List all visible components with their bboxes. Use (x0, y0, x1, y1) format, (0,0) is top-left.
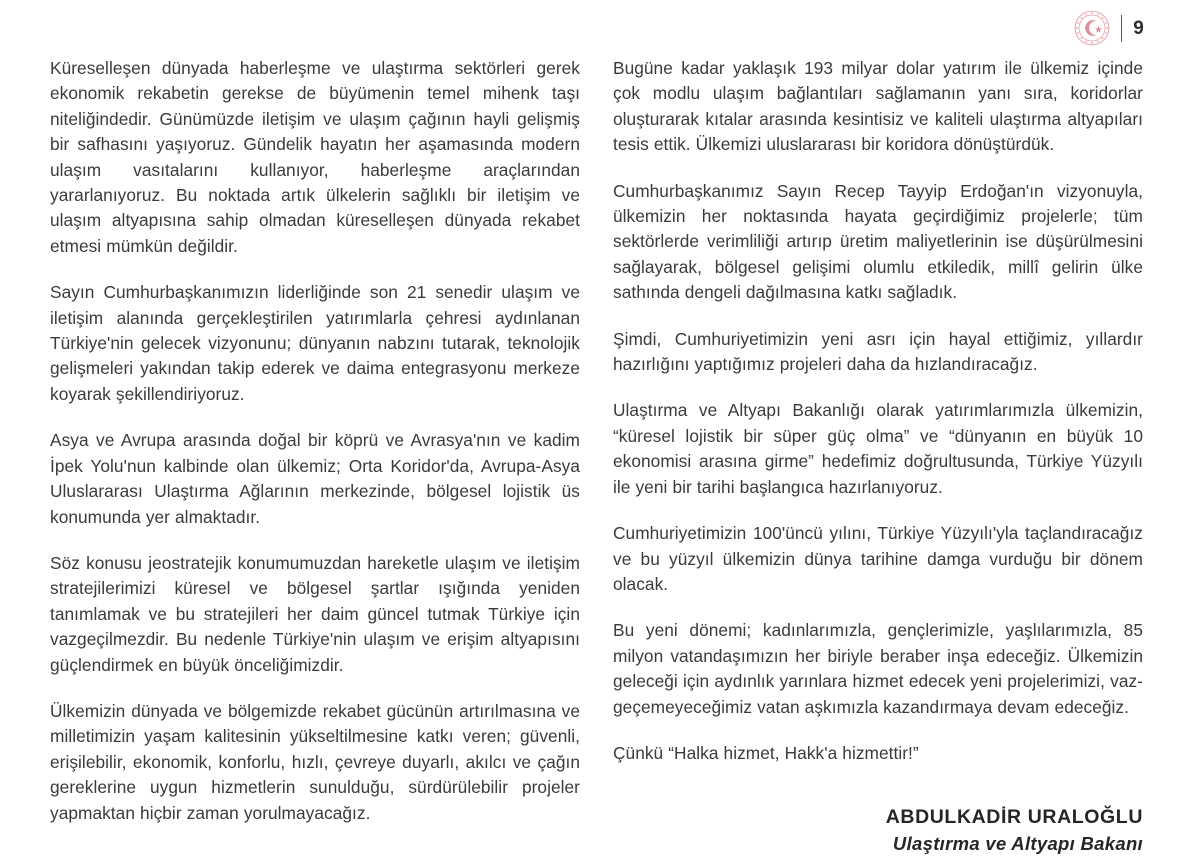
paragraph: Asya ve Avrupa arasında doğal bir köprü ve Avrasya'nın ve kadim İpek Yolu'nun kalbinde olan ülkemiz; Orta Koridor'da, Avrupa-Asya Uluslararası Ulaştırma Ağlarının merkezinde, bölgesel lojistik üs konumunda yer almaktadır. (50, 430, 580, 527)
signature-name: ABDULKADİR URALOĞLU (885, 806, 1143, 829)
right-column (613, 56, 1143, 855)
turkiye-ministry-emblem-icon (1074, 10, 1110, 46)
paragraph: Söz konusu jeostratejik konumumuzdan hareketle ulaşım ve iletişim stratejilerimizi küresel ve bölgesel şartlar ışığında yeniden tanımlamak ve bu stratejileri her daim güncel tutmak Türkiye için vazgeçilmezdir. Bu nedenle Türkiye'nin ulaşım ve erişim altyapısını güçlendirmek en büyük önceliğimizdir. (50, 552, 580, 675)
signature-block (613, 804, 1143, 857)
closing-quote: Çünkü “Halka hizmet, Hakk'a hizmettir!” (613, 742, 919, 763)
paragraph: Cumhurbaşkanımız Sayın Recep Tayyip Erdoğan'ın vizyonuyla, ülkemizin her noktasında hayata geçirdiğimiz projelerle; tüm sektörlerde verimliliği artırıp üretim maliyetlerinin ise düşürülmesini sağlayarak, bölgesel gelişimi olumlu etkiledik, millî gelirin ülke sathında dengeli dağılmasına katkı sağladık. (613, 180, 1143, 303)
page-header (1074, 8, 1144, 48)
paragraph: Küreselleşen dünyada haberleşme ve ulaştırma sektörleri gerek ekonomik rekabetin gerekse de büyümenin temel mihenk taşı niteliğindedir. Günümüzde iletişim ve ulaşım çağının hayli gelişmiş bir safhasını yaşıyoruz. Gündelik hayatın her aşamasında modern ulaşım vasıtalarını kullanıyor, haberleşme araçlarından yararlanıyoruz. Bu noktada artık ülkelerin sağlıklı bir iletişim ve ulaşım altyapısına sahip olmadan küreselleşen dünyada rekabet etmesi mümkün değildir. (50, 58, 580, 256)
paragraph: Bu yeni dönemi; kadınlarımızla, gençlerimizle, yaşlılarımızla, 85 milyon vatandaşımızın her biriyle beraber inşa edeceğiz. Ülkemizin geleceği için aydınlık yarınlara hizmet edecek yeni projelerimizi, vaz-geçemeyeceğimiz vatan aşkımızla kazandırmaya devam edeceğiz. (613, 620, 1143, 717)
paragraph: Bugüne kadar yaklaşık 193 milyar dolar yatırım ile ülkemiz içinde çok modlu ulaşım bağlantıları sağlamanın yanı sıra, koridorlar oluşturarak kıtalar arasında kesintisiz ve kaliteli ulaştırma altyapıları tesis ettik. Ülkemizi uluslararası bir koridora dönüştürdük. (613, 58, 1143, 155)
left-column (50, 56, 580, 823)
paragraph: Ulaştırma ve Altyapı Bakanlığı olarak yatırımlarımızla ülkemizin, “küresel lojistik bir süper güç olma” ve “dünyanın en büyük 10 ekonomisi arasına girme” hedefimiz doğrultusunda, Türkiye Yüzyılı ile yeni bir tarihi başlangıca hazırlanıyoruz. (613, 400, 1143, 497)
paragraph: Şimdi, Cumhuriyetimizin yeni asrı için hayal ettiğimiz, yıllardır hazırlığını yaptığımız projeleri daha da hızlandıracağız. (613, 328, 1143, 375)
signature-title: Ulaştırma ve Altyapı Bakanı (892, 833, 1143, 855)
page-number: 9 (1133, 17, 1144, 39)
paragraph: Ülkemizin dünyada ve bölgemizde rekabet gücünün artırılmasına ve milletimizin yaşam kalitesinin yükseltilmesine katkı veren; güvenli, erişilebilir, ekonomik, konforlu, hızlı, çevreye duyarlı, akılcı ve çağın gereklerine uygun hizmetlerin sunulduğu, sürdürülebilir projeler yapmaktan hiçbir zaman yorulmayacağız. (50, 700, 580, 823)
paragraph: Sayın Cumhurbaşkanımızın liderliğinde son 21 senedir ulaşım ve iletişim alanında gerçekleştirilen yatırımlarla çehresi aydınlanan Türkiye'nin gelecek vizyonunu; dünyanın nabzını tutarak, teknolojik gelişmeleri yakından takip ederek ve daima entegrasyonu merkeze koyarak şekillendiriyoruz. (50, 282, 580, 404)
header-divider (1121, 15, 1122, 42)
body-columns (50, 56, 1143, 855)
paragraph: Cumhuriyetimizin 100'üncü yılını, Türkiye Yüzyılı'yla taçlandıracağız ve bu yüzyıl ülkemizin dünya tarihine damga vurduğu bir dönem olacak. (613, 523, 1143, 594)
